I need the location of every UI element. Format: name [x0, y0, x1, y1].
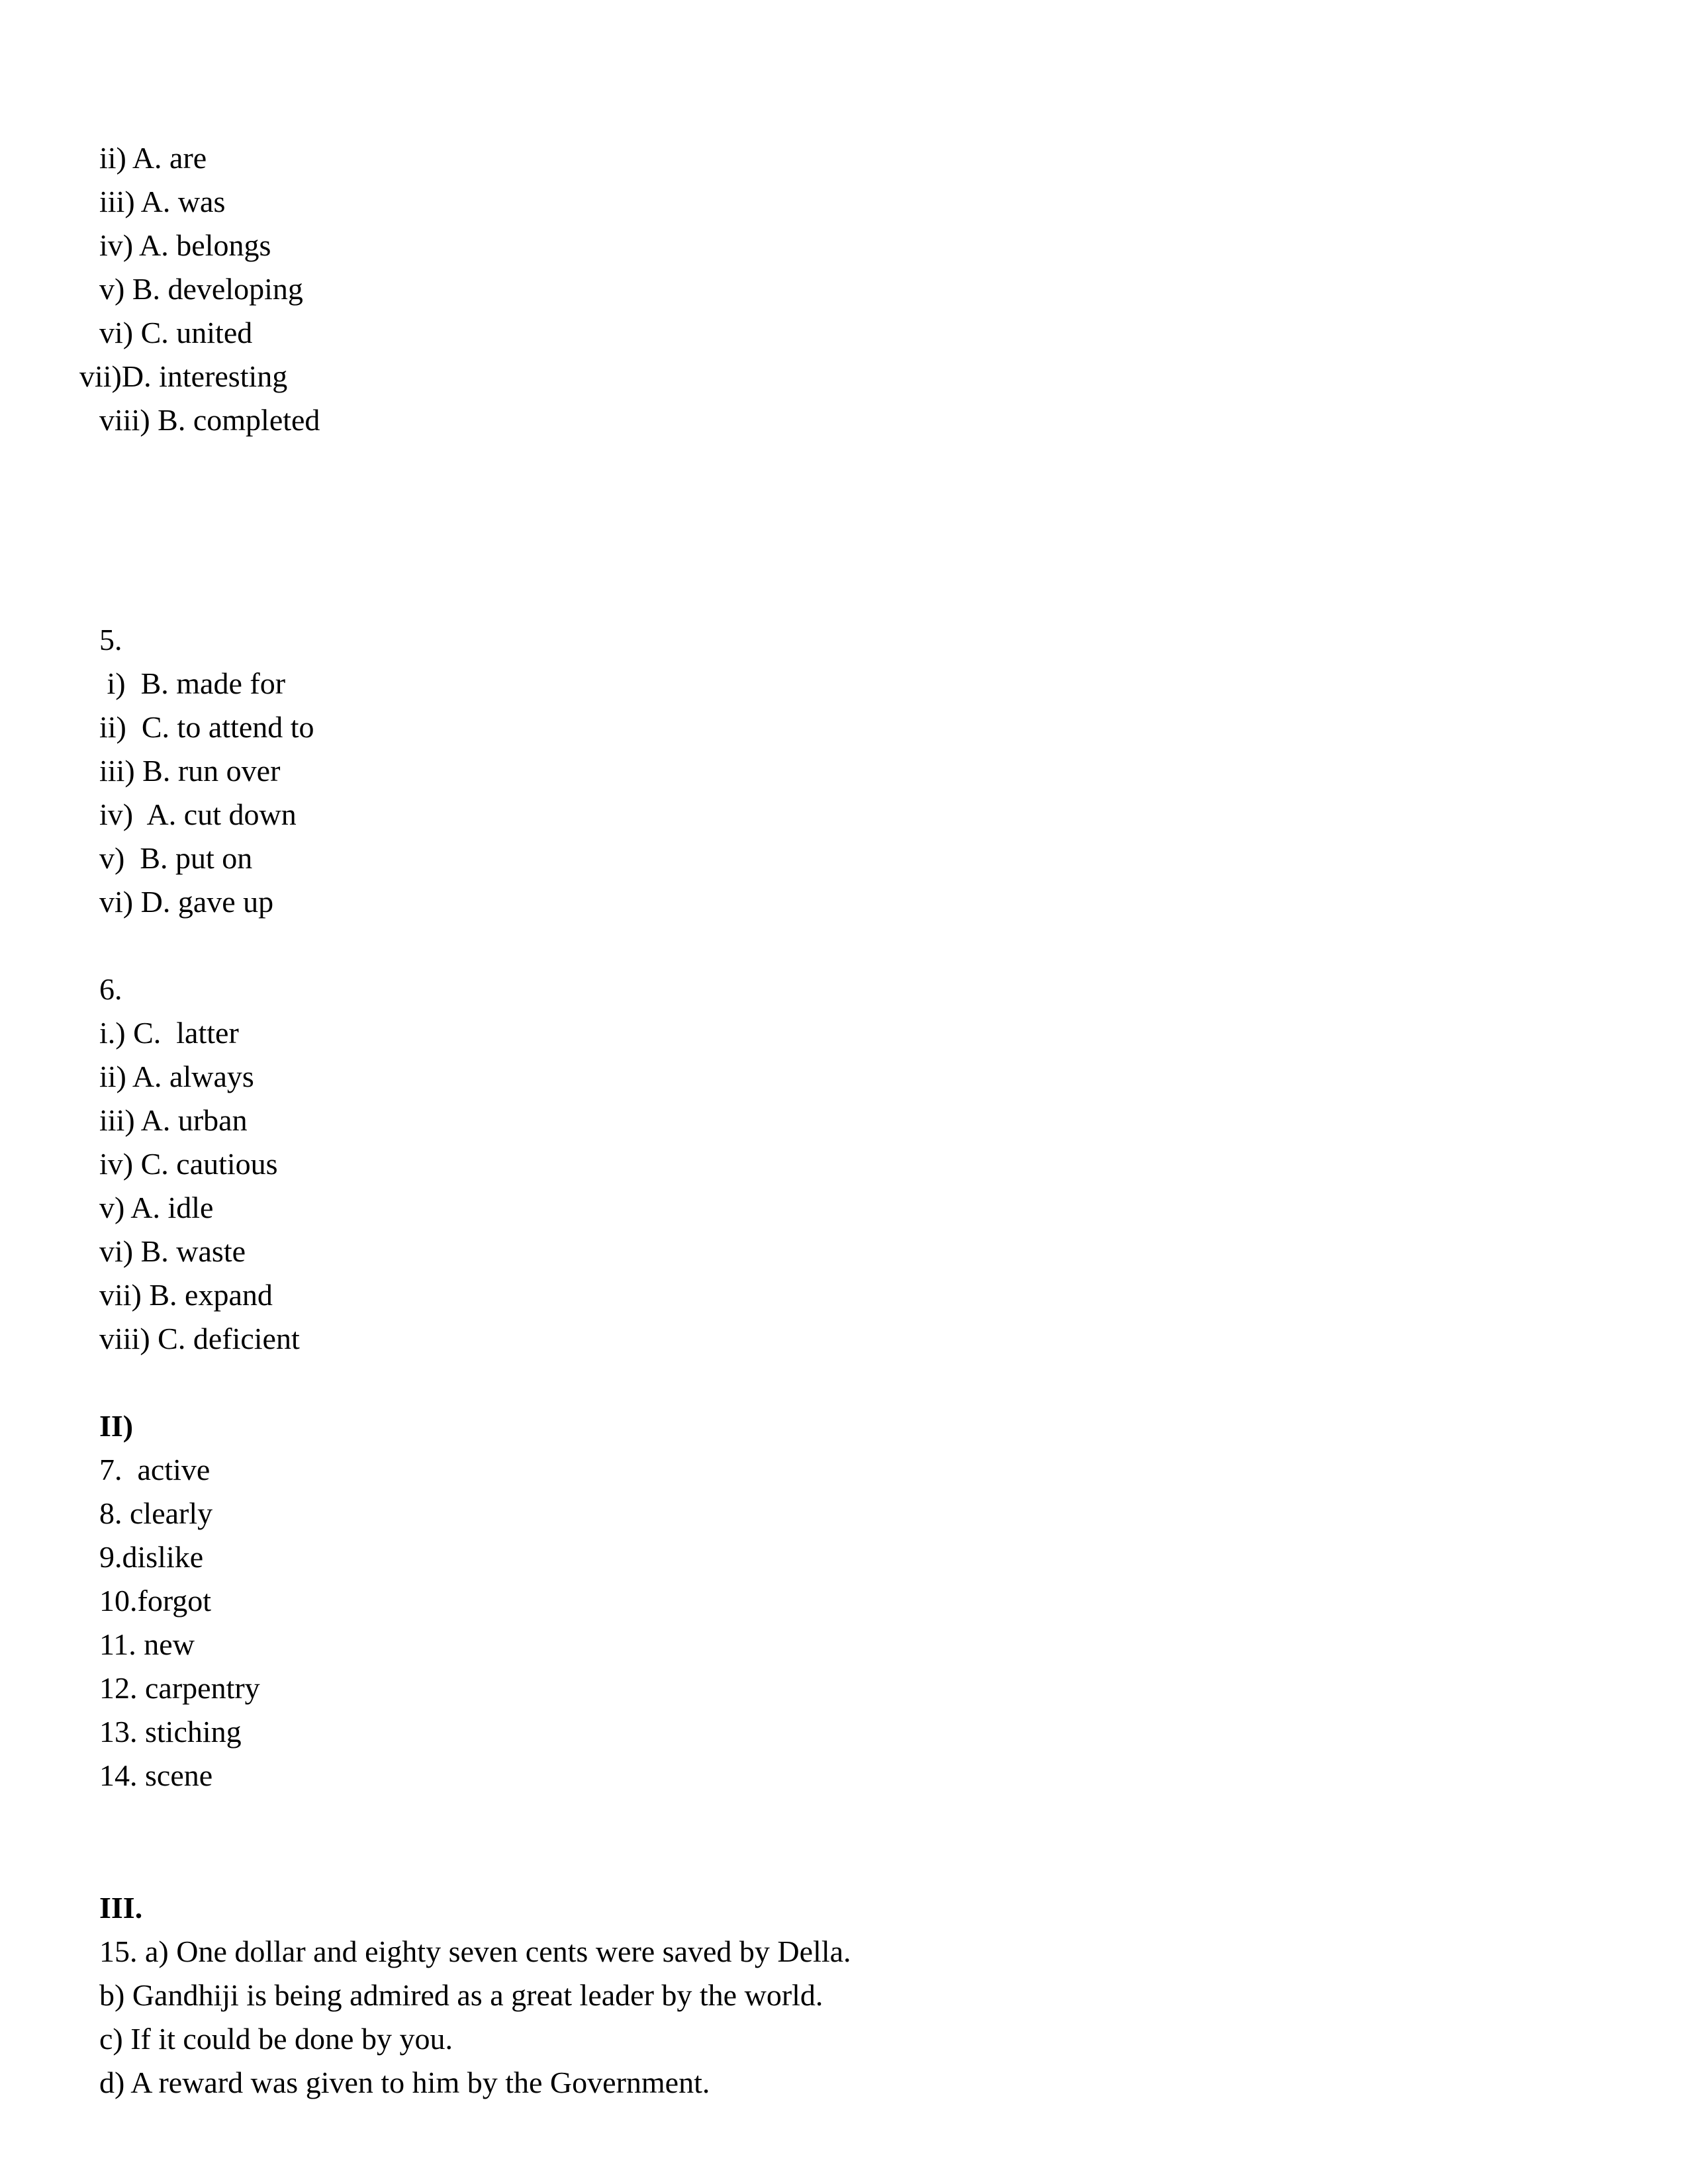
question-5-heading: 5.: [99, 623, 122, 657]
answer-item: viii) B. completed: [99, 403, 320, 437]
answer-item: iii) B. run over: [99, 754, 281, 788]
answer-item: 9.dislike: [99, 1540, 204, 1574]
answer-item: ii) A. always: [99, 1060, 254, 1093]
answer-item: iv) A. cut down: [99, 797, 297, 831]
answer-item: i) B. made for: [99, 666, 286, 700]
answer-item: i.) C. latter: [99, 1016, 239, 1050]
answer-item: vii) B. expand: [99, 1278, 273, 1312]
answer-item: 7. active: [99, 1453, 211, 1486]
answer-item: iv) C. cautious: [99, 1147, 278, 1181]
answer-item: viii) C. deficient: [99, 1322, 300, 1355]
answer-item: v) B. put on: [99, 841, 253, 875]
answer-item: iii) A. urban: [99, 1103, 248, 1137]
answer-item: c) If it could be done by you.: [99, 2022, 453, 2056]
answer-item: ii) C. to attend to: [99, 710, 314, 744]
answer-item: vi) D. gave up: [99, 885, 274, 919]
answer-item: b) Gandhiji is being admired as a great leader by the world.: [99, 1978, 823, 2012]
answer-item: v) B. developing: [99, 272, 303, 306]
answer-item: 11. new: [99, 1627, 195, 1661]
answer-item: v) A. idle: [99, 1191, 214, 1224]
answer-item: vii)D. interesting: [79, 359, 288, 393]
answer-item: vi) C. united: [99, 316, 253, 349]
answer-item: 13. stiching: [99, 1715, 242, 1749]
section-ii-heading: II): [99, 1409, 134, 1443]
answer-item: iii) A. was: [99, 185, 226, 218]
answer-item: 15. a) One dollar and eighty seven cents were saved by Della.: [99, 1934, 851, 1968]
answer-item: 10.forgot: [99, 1584, 212, 1617]
answer-item: 12. carpentry: [99, 1671, 260, 1705]
question-6-heading: 6.: [99, 972, 122, 1006]
answer-item: 8. clearly: [99, 1496, 213, 1530]
answer-item: vi) B. waste: [99, 1234, 246, 1268]
answer-item: d) A reward was given to him by the Government.: [99, 2066, 710, 2099]
answer-item: iv) A. belongs: [99, 228, 271, 262]
answer-item: ii) A. are: [99, 141, 207, 175]
answer-item: 14. scene: [99, 1758, 213, 1792]
section-iii-heading: III.: [99, 1891, 143, 1925]
